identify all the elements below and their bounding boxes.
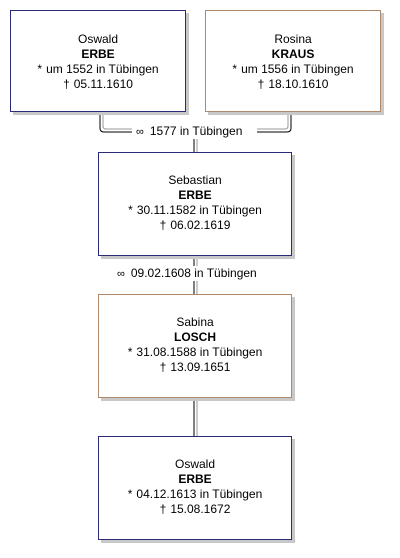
surname: ERBE (81, 47, 115, 61)
given-name: Oswald (77, 32, 118, 46)
connector-father-double (103, 112, 132, 129)
given-name: Rosina (274, 32, 312, 46)
birth-icon: * (127, 487, 133, 501)
marriage-label-2: ∞ 09.02.1608 in Tübingen (114, 266, 260, 281)
given-name: Sabina (176, 315, 214, 329)
birth-icon: * (232, 62, 238, 76)
birth-line: * 30.11.1582 in Tübingen (128, 203, 262, 217)
death-line: † 15.08.1672 (159, 502, 231, 516)
death-line: † 18.10.1610 (257, 77, 329, 91)
death-line: † 05.11.1610 (63, 77, 133, 91)
connector-mother-double (257, 112, 288, 129)
birth-icon: * (37, 62, 43, 76)
death-icon: † (257, 77, 265, 91)
death-icon: † (159, 218, 167, 232)
marriage-label-1: ∞ 1577 in Tübingen (133, 124, 245, 139)
death-icon: † (159, 502, 167, 516)
person-card-sabina-losch[interactable] (98, 294, 292, 398)
death-icon: † (63, 77, 70, 91)
person-card-sebastian-erbe[interactable] (98, 152, 292, 256)
death-line: † 06.02.1619 (159, 218, 231, 232)
death-line: † 13.09.1651 (159, 360, 231, 374)
birth-line: * um 1552 in Tübingen (37, 62, 159, 76)
marriage-icon: ∞ (136, 126, 144, 138)
marriage-icon: ∞ (117, 268, 125, 280)
person-card-rosina-kraus[interactable] (205, 10, 381, 112)
birth-line: * um 1556 in Tübingen (232, 62, 354, 76)
surname: ERBE (178, 188, 212, 202)
death-icon: † (159, 360, 167, 374)
surname: LOSCH (174, 330, 216, 344)
birth-icon: * (128, 203, 133, 217)
birth-icon: * (127, 345, 133, 359)
person-card-oswald-erbe-son[interactable] (98, 436, 292, 540)
birth-line: * 04.12.1613 in Tübingen (127, 487, 263, 501)
given-name: Oswald (174, 457, 215, 471)
person-card-oswald-erbe-father[interactable] (10, 10, 186, 112)
birth-line: * 31.08.1588 in Tübingen (127, 345, 263, 359)
surname: ERBE (178, 472, 212, 486)
surname: KRAUS (271, 47, 315, 61)
given-name: Sebastian (168, 173, 222, 187)
